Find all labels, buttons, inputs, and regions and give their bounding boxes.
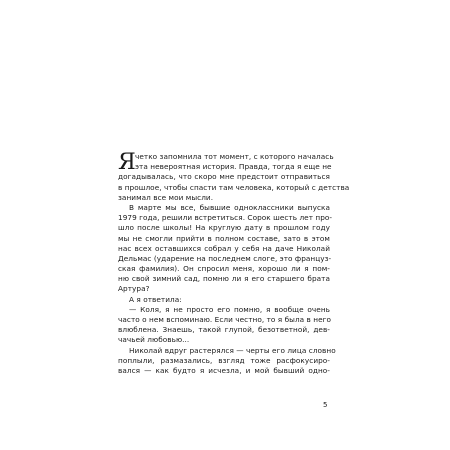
text-line: часто о нем вспоминаю. Если честно, то я была в него bbox=[118, 315, 332, 324]
text-line: мы не смогли прийти в полном составе, зато в этом bbox=[118, 233, 330, 243]
text-line: четко запомнила тот момент, с которого началась bbox=[135, 152, 334, 161]
drop-cap-letter: Я bbox=[118, 150, 136, 175]
text-line: нас всех оставшихся собрал у себя на даче Николай bbox=[118, 243, 330, 253]
text-line: Дельмас (ударение на последнем слоге, это француз- bbox=[118, 253, 332, 263]
text-line: поплыли, размазались, взгляд тоже расфокусиро- bbox=[118, 355, 330, 365]
text-line: занимал все мои мысли. bbox=[118, 192, 214, 202]
text-line: ню свой зимний сад, помню ли я его старшего брата bbox=[118, 274, 330, 284]
page-number: 5 bbox=[323, 401, 328, 409]
text-line: эта невероятная история. Правда, тогда я еще не bbox=[135, 162, 332, 172]
text-line: ская фамилия). Он спросил меня, хорошо ли я пом- bbox=[118, 264, 330, 274]
text-line: влюблена. Знаешь, такой глупой, безответной, дев- bbox=[118, 325, 330, 335]
text-line: Николай вдруг растерялся — черты его лица словно bbox=[129, 345, 336, 355]
body-text bbox=[118, 150, 350, 376]
text-line: вался — как будто я исчезла, и мой бывший одно- bbox=[118, 365, 330, 375]
text-line: догадывалась, что скоро мне предстоит отправиться bbox=[118, 172, 330, 182]
text-line: в прошлое, чтобы спасти там человека, который с детства bbox=[118, 182, 350, 192]
text-line: — Коля, я не просто его помню, я вообще очень bbox=[129, 304, 330, 314]
text-line: А я ответила: bbox=[129, 294, 182, 304]
text-line: 1979 года, решили встретиться. Сорок шесть лет про- bbox=[118, 213, 333, 223]
text-line: В марте мы все, бывшие одноклассники выпуска bbox=[129, 202, 330, 212]
text-line: чачьей любовью... bbox=[118, 335, 190, 345]
text-line: Артура? bbox=[118, 284, 150, 294]
text-line: шло после школы! На круглую дату в прошлом году bbox=[118, 223, 330, 233]
